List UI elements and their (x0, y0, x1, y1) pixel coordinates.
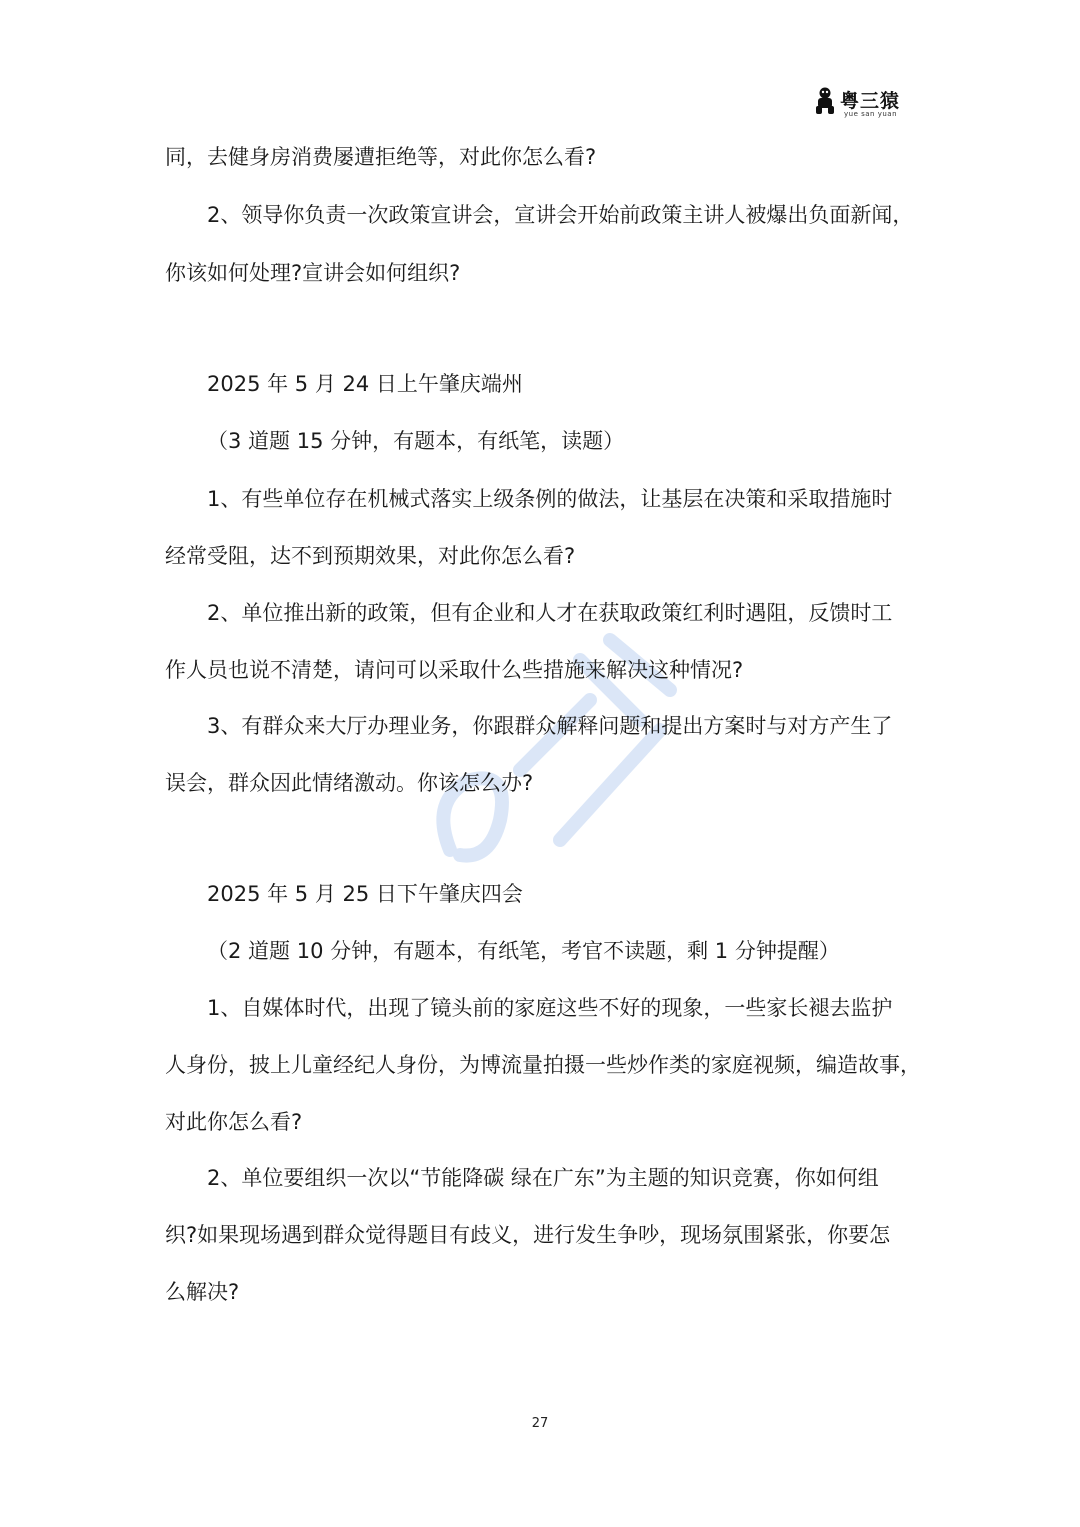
section-heading: 2025 年 5 月 24 日上午肇庆端州 (207, 372, 523, 396)
text-line: 3、有群众来大厅办理业务，你跟群众解释问题和提出方案时与对方产生了 (207, 714, 893, 738)
text-line: 2、单位要组织一次以“节能降碳 绿在广东”为主题的知识竞赛，你如何组 (207, 1166, 879, 1190)
text-line: 误会，群众因此情绪激动。你该怎么办? (165, 771, 534, 795)
text-line: 织?如果现场遇到群众觉得题目有歧义，进行发生争吵，现场氛围紧张，你要怎 (165, 1223, 891, 1247)
logo-text: 粤三猿 (840, 90, 901, 112)
text-line: 2、单位推出新的政策，但有企业和人才在获取政策红利时遇阻，反馈时工 (207, 601, 893, 625)
text-line: 你该如何处理?宣讲会如何组织? (165, 261, 461, 285)
text-line: 对此你怎么看? (165, 1110, 303, 1134)
brand-logo (810, 84, 910, 120)
text-line: 2、领导你负责一次政策宣讲会，宣讲会开始前政策主讲人被爆出负面新闻， (207, 203, 914, 227)
text-line: 经常受阻，达不到预期效果，对此你怎么看? (165, 544, 576, 568)
text-line: 1、有些单位存在机械式落实上级条例的做法，让基层在决策和采取措施时 (207, 487, 893, 511)
text-line: 人身份，披上儿童经纪人身份，为博流量拍摄一些炒作类的家庭视频，编造故事， (165, 1053, 921, 1077)
watermark-icon (410, 600, 710, 900)
section-subheading: （3 道题 15 分钟，有题本，有纸笔，读题） (207, 429, 625, 453)
page-number: 27 (531, 1416, 549, 1431)
monkey-logo-icon (812, 86, 838, 116)
logo-subtext: yue san yuan (844, 110, 898, 118)
text-line: 作人员也说不清楚，请问可以采取什么些措施来解决这种情况? (165, 658, 744, 682)
text-line: 1、自媒体时代，出现了镜头前的家庭这些不好的现象，一些家长褪去监护 (207, 996, 893, 1020)
section-heading: 2025 年 5 月 25 日下午肇庆四会 (207, 882, 523, 906)
section-subheading: （2 道题 10 分钟，有题本，有纸笔，考官不读题，剩 1 分钟提醒） (207, 939, 840, 963)
text-line: 同，去健身房消费屡遭拒绝等，对此你怎么看? (165, 145, 597, 169)
text-line: 么解决? (165, 1280, 240, 1304)
